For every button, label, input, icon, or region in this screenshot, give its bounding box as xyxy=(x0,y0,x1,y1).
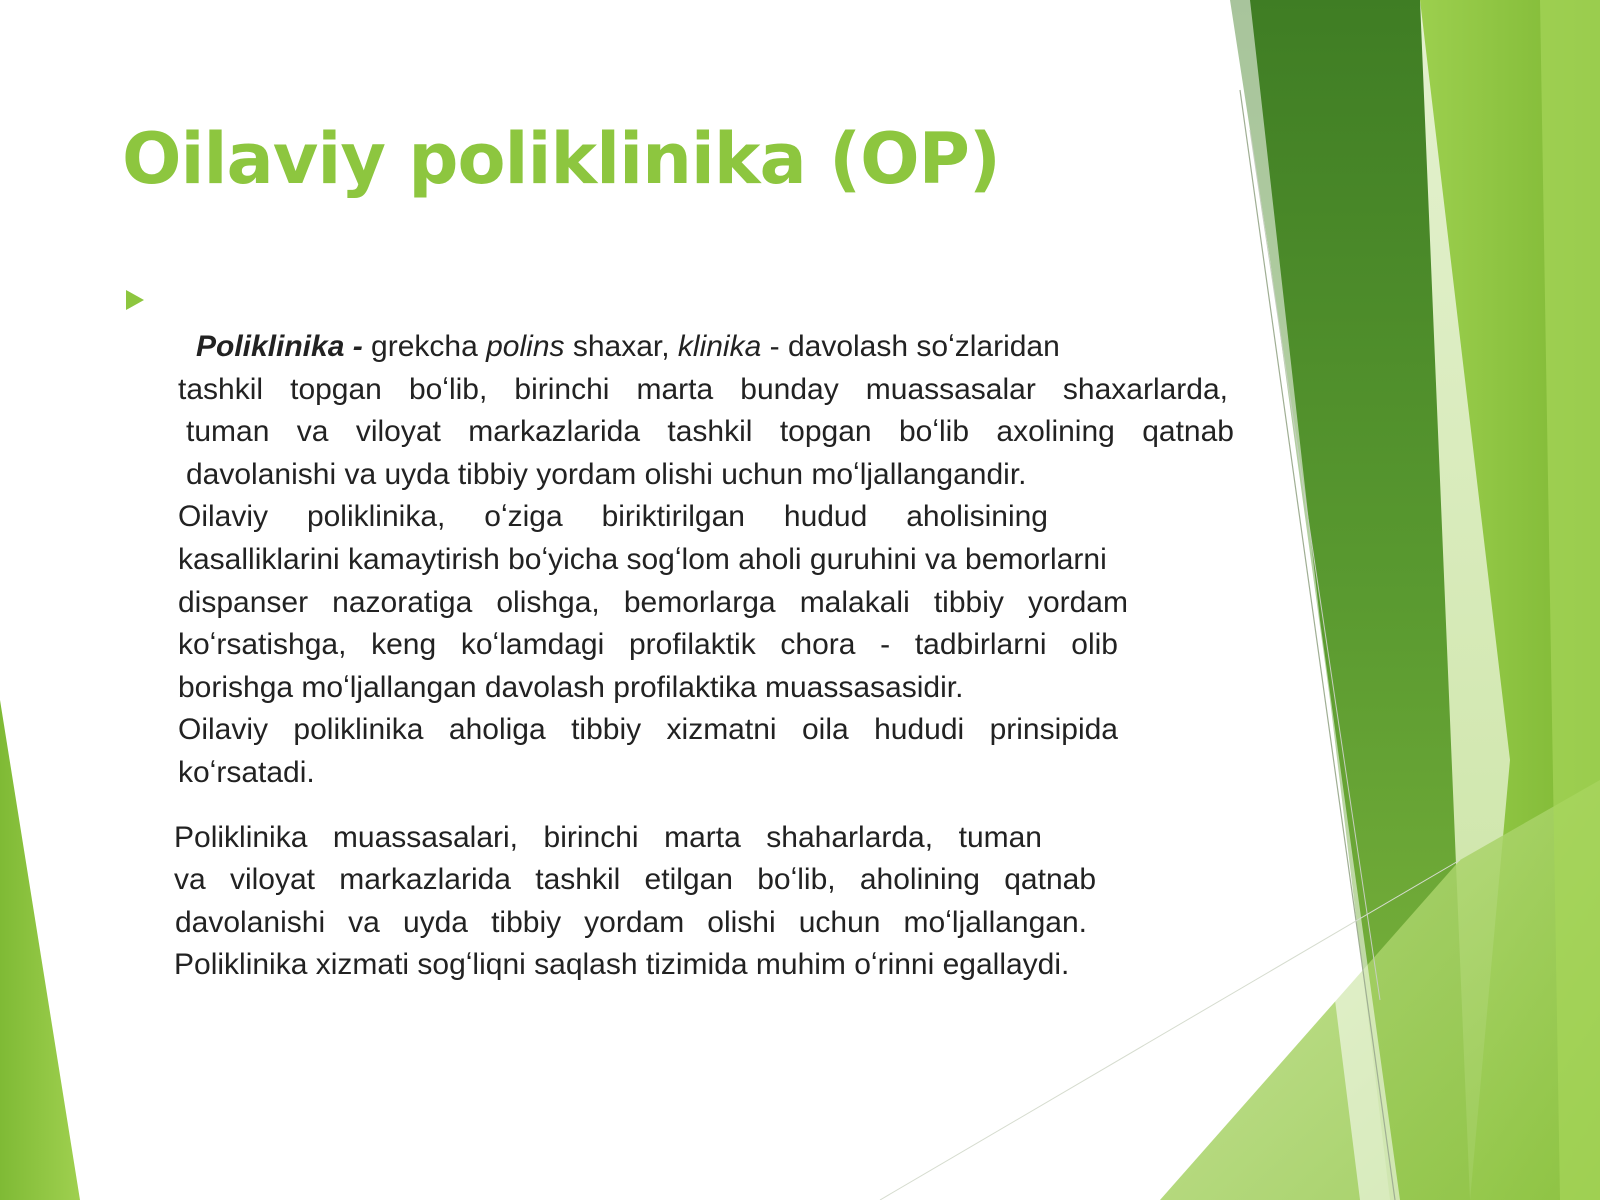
paragraph3-line1: Oilaviy poliklinika aholiga tibbiy xizmatni oila hududi prinsipida xyxy=(178,713,1118,747)
paragraph3-line2: koʻrsatadi. xyxy=(178,755,315,789)
paragraph4-line3: davolanishi va uyda tibbiy yordam olishi uchun moʻljallangan. xyxy=(175,905,1087,939)
text-segment: - davolash soʻzlaridan xyxy=(761,330,1060,363)
paragraph1-line2: tashkil topgan boʻlib, birinchi marta bunday muassasalar shaxarlarda, xyxy=(178,372,1228,406)
paragraph4-line4: Poliklinika xizmati sogʻliqni saqlash tizimida muhim oʻrinni egallaydi. xyxy=(174,948,1070,982)
paragraph1-line3: tuman va viloyat markazlarida tashkil topgan boʻlib axolining qatnab xyxy=(186,415,1234,449)
term-klinika: klinika xyxy=(677,330,762,363)
paragraph2-line3: dispanser nazoratiga olishga, bemorlarga malakali tibbiy yordam xyxy=(178,585,1128,619)
paragraph1-line4: davolanishi va uyda tibbiy yordam olishi uchun moʻljallangandir. xyxy=(186,457,1027,491)
paragraph4-line2: va viloyat markazlarida tashkil etilgan boʻlib, aholining qatnab xyxy=(174,863,1096,897)
slide-title: Oilaviy poliklinika (OP) xyxy=(122,118,1000,200)
paragraph-gap xyxy=(178,795,1228,817)
slide-body xyxy=(174,326,1234,987)
paragraph2-line1: Oilaviy poliklinika, oʻziga biriktirilgan hudud aholisining xyxy=(178,500,1048,534)
paragraph2-line4: koʻrsatishga, keng koʻlamdagi profilaktik chora - tadbirlarni olib xyxy=(178,628,1118,662)
left-green-wedge xyxy=(0,700,80,1200)
paragraph1-line1 xyxy=(196,326,1228,369)
term-polins: polins xyxy=(486,330,565,363)
text-segment: shaxar, xyxy=(564,330,678,363)
paragraph2-line5: borishga moʻljallangan davolash profilaktika muassasasidir. xyxy=(178,670,964,704)
triangle-right-icon xyxy=(126,290,144,310)
paragraph2-line2: kasalliklarini kamaytirish boʻyicha sogʻlom aholi guruhini va bemorlarni xyxy=(178,542,1107,576)
paragraph4-line1: Poliklinika muassasalari, birinchi marta shaharlarda, tuman xyxy=(174,820,1042,854)
term-poliklinika: Poliklinika - xyxy=(196,330,363,363)
text-segment: grekcha xyxy=(362,330,487,363)
